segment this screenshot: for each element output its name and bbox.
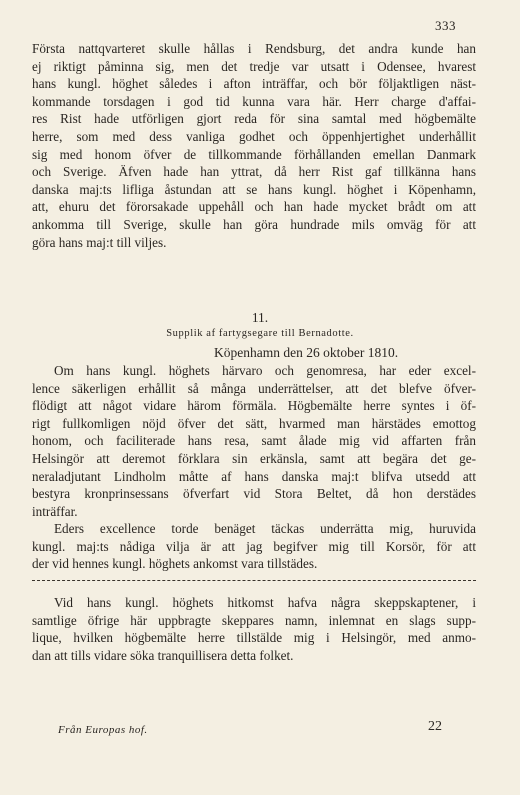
letter-paragraph-1	[32, 362, 476, 520]
letter-dateline: Köpenhamn den 26 oktober 1810.	[214, 345, 399, 360]
text-line: der vid hennes kungl. höghets ankomst vara tillstädes.	[32, 556, 318, 572]
letter-paragraph-3	[32, 594, 476, 664]
text-line: honom, och faciliterade hans resa, samt ålade mig vid affarten från	[32, 433, 476, 449]
letter-paragraph-2	[32, 520, 476, 573]
text-line: lique, hvilken högbemälte herre tillstälde mig i Helsingör, med anmo-	[32, 630, 476, 646]
text-line: bestyra kronprinsessans öfverfart vid Stora Beltet, då hon derstädes	[32, 486, 476, 502]
text-line: ej riktigt påminna sig, men det tredje var utsatt i Odensee, hvarest	[32, 58, 476, 74]
text-line: sig med honom öfver de tillkommande förhållanden emellan Danmark	[32, 146, 476, 162]
section-number: 11.	[251, 310, 269, 325]
text-line: kungl. maj:ts nådiga vilja är att jag begifver mig till Korsör, för att	[32, 538, 476, 554]
text-line: Första nattqvarteret skulle hållas i Rendsburg, det andra kunde han	[32, 41, 476, 56]
text-line: ankomma till Sverige, skulle han göra hundrade mils omväg för att	[32, 216, 476, 232]
text-line: Helsingör att deremot förklara sin erkänsla, samt att begära det ge-	[32, 450, 476, 466]
text-line: att, ehuru det förorsakade uppehåll och han hade mycket brådt om att	[32, 199, 476, 215]
text-line: Om hans kungl. höghets härvaro och genomresa, har eder excel-	[54, 363, 476, 378]
running-footer: Från Europas hof.	[58, 724, 148, 736]
text-line: göra hans maj:t till viljes.	[32, 234, 167, 250]
text-line: inträffar.	[32, 503, 78, 519]
text-line: neraladjutant Lindholm måtte af hans danska maj:t blifva utsedd att	[32, 468, 476, 484]
text-line: lence säkerligen erhållit så många underrättelser, att det blefve öfver-	[32, 380, 476, 396]
text-line: danska maj:ts lifliga åstundan att se hans kungl. höghet i Köpenhamn,	[32, 181, 476, 197]
text-line: och Sverige. Äfven hade han yttrat, då herr Rist gaf tillkänna hans	[32, 164, 476, 180]
text-line: res Rist hade utförligen gjort reda för sina samtal med högbemälte	[32, 111, 476, 127]
intro-paragraph	[32, 40, 476, 251]
text-line: Eders excellence torde benäget täckas underrätta mig, huruvida	[54, 521, 476, 536]
text-line: herre, som med dess vanliga godhet och öppenhjertighet underhållit	[32, 128, 476, 144]
text-line: Vid hans kungl. höghets hitkomst hafva några skeppskaptener, i	[54, 595, 476, 610]
section-divider	[32, 580, 476, 583]
text-line: kommande torsdagen i god tid kunna vara här. Herr charge d'affai-	[32, 93, 476, 109]
text-line: flödigt att något vidare härom förmäla. Högbemälte herre syntes i öf-	[32, 398, 476, 414]
page-number: 333	[435, 18, 456, 33]
signature-mark: 22	[428, 719, 442, 734]
text-line: hans kungl. höghet således i afton inträffar, och bör följaktligen näst-	[32, 76, 476, 92]
text-line: dan att tills vidare söka tranquillisera detta folket.	[32, 647, 294, 663]
text-line: samtlige öfrige här uppbragte skeppares namn, inlemnat en slags supp-	[32, 612, 476, 628]
section-subtitle: Supplik af fartygsegare till Bernadotte.	[166, 328, 354, 339]
text-line: rigt fullkomligen nöjd öfver det sätt, hvarmed man härstädes emottog	[32, 415, 476, 431]
